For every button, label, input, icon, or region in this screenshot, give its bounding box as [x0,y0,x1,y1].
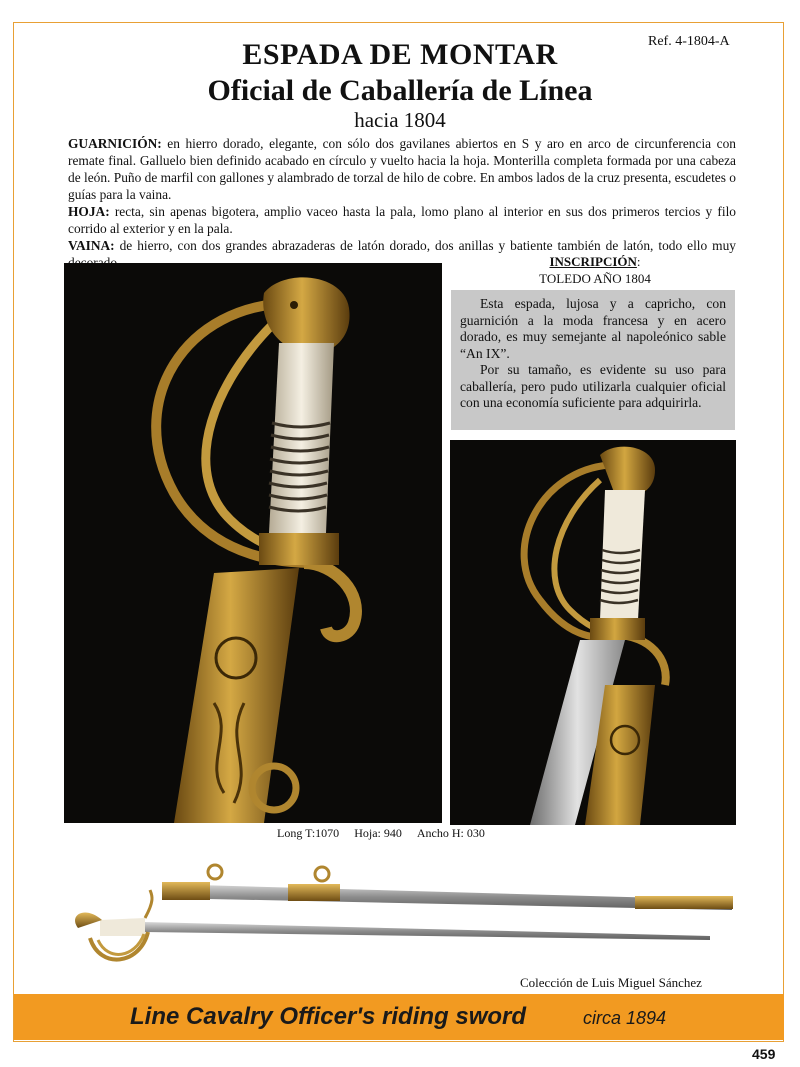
inscription-colon: : [636,254,641,269]
page-number: 459 [752,1046,776,1062]
hilt-closeup-photo [64,263,442,823]
full-sword-illustration [60,860,740,975]
hilt-closeup-illustration [64,263,442,823]
inscription-value: TOLEDO AÑO 1804 [539,271,651,286]
date-line: hacia 1804 [354,108,446,132]
description-block [68,135,736,271]
note-paragraph-2: Por su tamaño, es evidente su uso para caballería, pero pudo utilizarla cualquier oficial con una economía suficiente para adquirirla. [460,362,726,410]
page-subtitle: Oficial de Caballería de Línea [207,74,593,107]
collection-credit: Colección de Luis Miguel Sánchez [520,975,702,990]
hoja-label: HOJA: [68,204,110,219]
inscription-label: INSCRIPCIÓN [549,254,637,269]
page-title: ESPADA DE MONTAR [242,38,558,71]
note-paragraph-1: Esta espada, lujosa y a capricho, con guarnición a la moda francesa y en acero dorado, es muy semejante al napoleónico sable “An IX”. [460,296,726,361]
english-title: Line Cavalry Officer's riding sword [130,1003,527,1030]
total-length: Long T:1070 [277,826,340,840]
hoja-text: recta, sin apenas bigotera, amplio vaceo hasta la pala, lomo plano al interior en sus dos primeros tercios y filo corrido al exterior y en la pala. [68,204,736,236]
blade-length: Hoja: 940 [354,826,402,840]
hilt-blade-photo [450,440,736,825]
hoja-paragraph [68,203,736,237]
inscription-heading [450,254,740,270]
guarnicion-label: GUARNICIÓN: [68,136,162,151]
english-circa: circa 1894 [583,1008,667,1028]
guarnicion-paragraph [68,135,736,203]
hilt-width: Ancho H: 030 [416,826,485,840]
full-sword-photo [60,860,740,975]
hilt-blade-illustration [450,440,736,825]
reference-number: Ref. 4-1804-A [648,34,730,49]
vaina-label: VAINA: [68,238,115,253]
guarnicion-text: en hierro dorado, elegante, con sólo dos gavilanes abiertos en S y aro en arco de circunferencia con remate final. Galluelo bien definido acabado en círculo y vuelto hacia la hoja. Monterilla completa formada por una cabeza de león. Puño de marfil con gallones y alambrado de torzal de hilo de cobre. En ambos lados de la cruz presenta, escudetes o guías para la vaina. [68,136,736,202]
vaina-text: de hierro, con dos grandes abrazaderas de latón dorado, dos anillas y batiente también de latón, todo ello muy [119,238,736,253]
dimensions-line [277,826,500,841]
note-box [451,290,735,430]
